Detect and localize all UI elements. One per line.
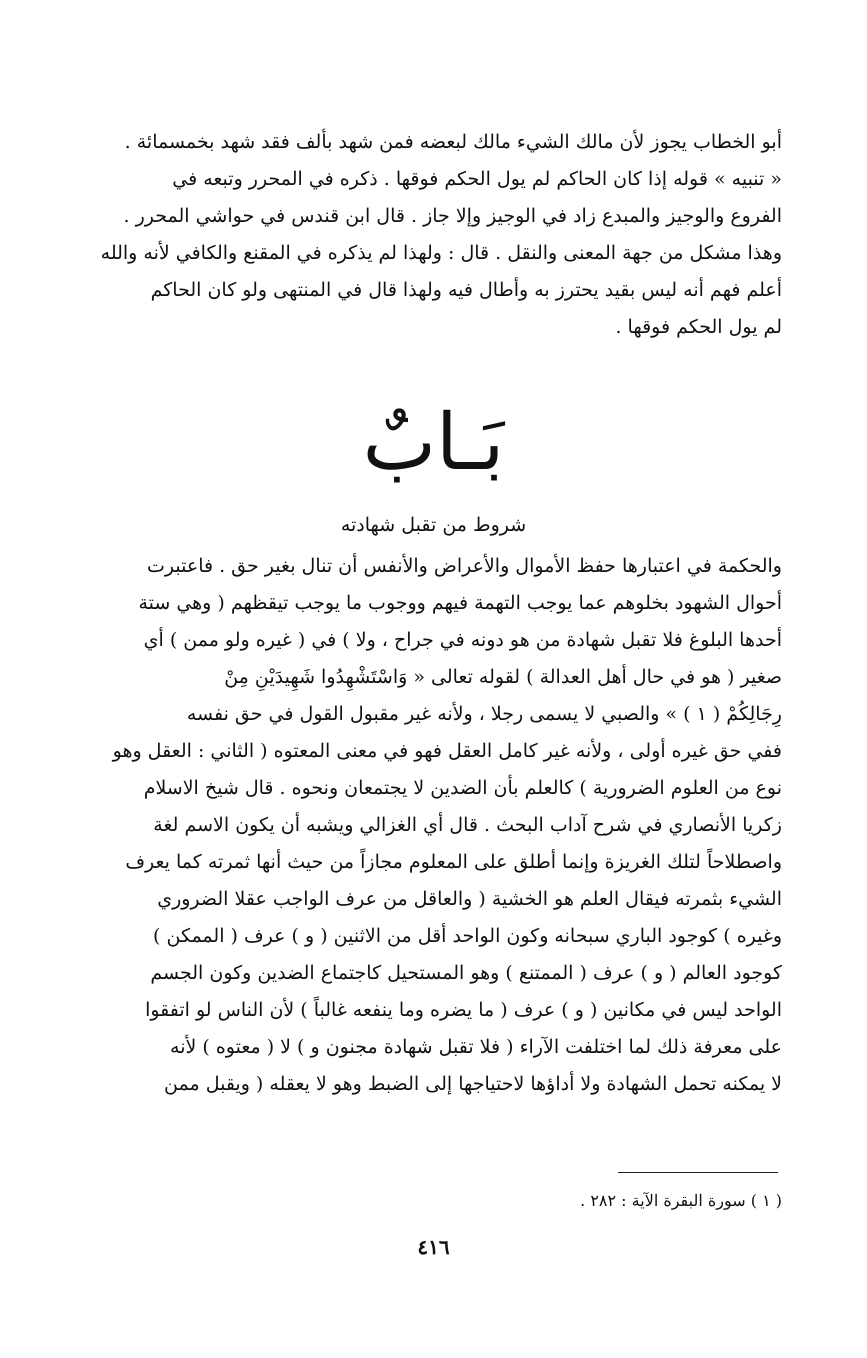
text-line: لم يول الحكم فوقها .: [615, 316, 782, 338]
page-number: ٤١٦: [417, 1235, 450, 1259]
text-line: كوجود العالم ( و ) عرف ( الممتنع ) وهو المستحيل كاجتماع الضدين وكون الجسم: [150, 962, 782, 984]
top-paragraph: [80, 124, 782, 346]
text-line: أحوال الشهود بخلوهم عما يوجب التهمة فيهم ووجوب ما يوجب تيقظهم ( وهي ستة: [138, 592, 782, 614]
text-line: وغيره ) كوجود الباري سبحانه وكون الواحد أقل من الاثنين ( و ) عرف ( الممكن ): [153, 925, 782, 947]
text-line: رِجَالِكُمْ ( ١ ) » والصبي لا يسمى رجلا ، ولأنه غير مقبول القول في حق نفسه: [186, 703, 782, 725]
chapter-heading: بَـابٌ: [362, 398, 505, 488]
text-line: أحدها البلوغ فلا تقبل شهادة من هو دونه في جراح ، ولا ) في ( غيره ولو ممن ) أي: [143, 629, 782, 651]
text-line: « تنبيه » قوله إذا كان الحاكم لم يول الحكم فوقها . ذكره في المحرر وتبعه في: [172, 168, 782, 190]
text-line: الشيء بثمرته فيقال العلم هو الخشية ( والعاقل من عرف الواجب عقلا الضروري: [157, 888, 782, 910]
text-line: ففي حق غيره أولى ، ولأنه غير كامل العقل فهو في معنى المعتوه ( الثاني : العقل وهو: [112, 740, 782, 762]
text-line: واصطلاحاً لتلك الغريزة وإنما أطلق على المعلوم مجازاً من حيث أنها ثمرته كما يعرف: [125, 851, 782, 873]
footnote: ( ١ ) سورة البقرة الآية : ٢٨٢ .: [580, 1191, 782, 1210]
text-line: أعلم فهم أنه ليس بقيد يحترز به وأطال فيه ولهذا قال في المنتهى ولو كان الحاكم: [150, 279, 782, 301]
footnote-divider: [618, 1172, 778, 1173]
text-line: أبو الخطاب يجوز لأن مالك الشيء مالك لبعضه فمن شهد بألف فقد شهد بخمسمائة .: [124, 131, 782, 153]
text-line: الواحد ليس في مكانين ( و ) عرف ( ما يضره وما ينفعه غالباً ) لأن الناس لو اتفقوا: [145, 999, 782, 1021]
text-line: نوع من العلوم الضرورية ) كالعلم بأن الضدين لا يجتمعان ونحوه . قال شيخ الاسلام: [143, 777, 782, 799]
text-line: وهذا مشكل من جهة المعنى والنقل . قال : ولهذا لم يذكره في المقنع والكافي لأنه والله: [100, 242, 782, 264]
text-line: زكريا الأنصاري في شرح آداب البحث . قال أي الغزالي ويشبه أن يكون الاسم لغة: [153, 814, 782, 836]
section-subheading: شروط من تقبل شهادته: [340, 514, 527, 536]
body-paragraph: [80, 548, 782, 1103]
text-line: الفروع والوجيز والمبدع زاد في الوجيز وإلا جاز . قال ابن قندس في حواشي المحرر .: [123, 205, 782, 227]
text-line: على معرفة ذلك لما اختلفت الآراء ( فلا تقبل شهادة مجنون و ) لا ( معتوه ) لأنه: [170, 1036, 782, 1058]
text-line: والحكمة في اعتبارها حفظ الأموال والأعراض والأنفس أن تنال بغير حق . فاعتبرت: [147, 555, 782, 577]
text-line: صغير ( هو في حال أهل العدالة ) لقوله تعالى « وَاسْتَشْهِدُوا شَهِيدَيْنِ مِنْ: [224, 666, 782, 688]
text-line: لا يمكنه تحمل الشهادة ولا أداؤها لاحتياجها إلى الضبط وهو لا يعقله ( ويقبل ممن: [164, 1073, 782, 1095]
